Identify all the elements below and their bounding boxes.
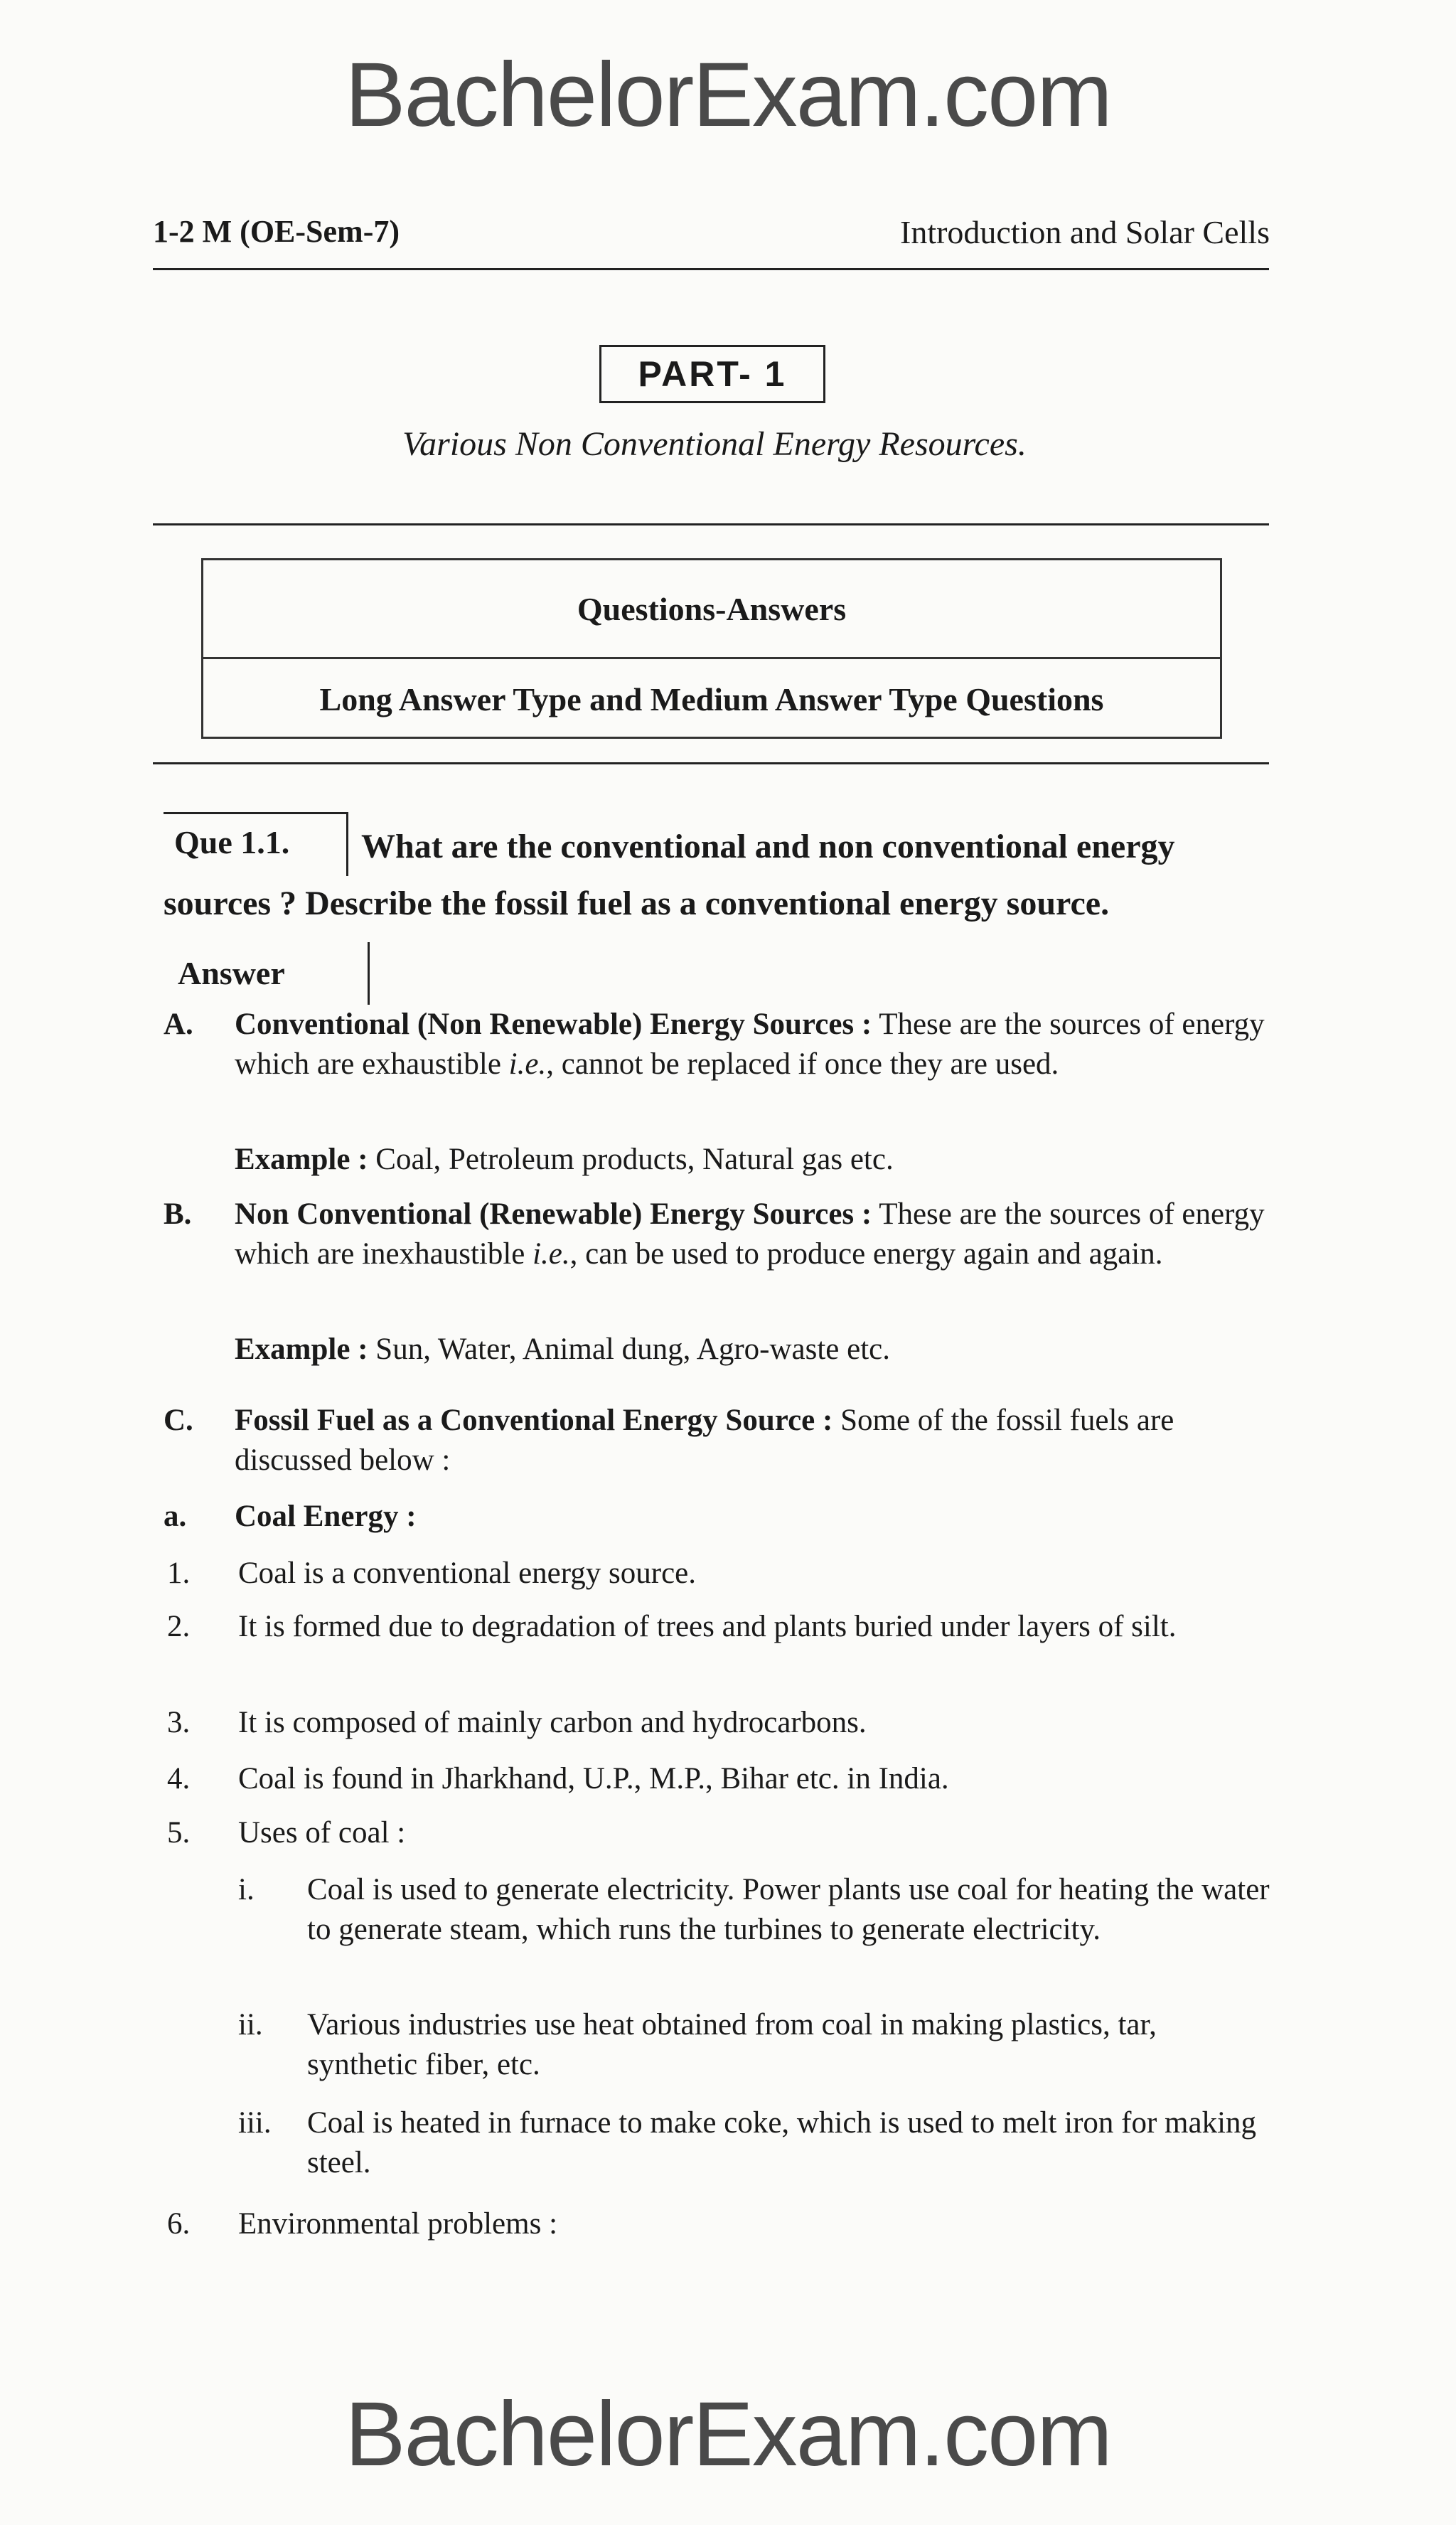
coal-use-1: Coal is used to generate electricity. Power plants use coal for heating the water to generate steam, which runs the turbines to generate electricity. [307, 1873, 1270, 1946]
divider-bottom [153, 762, 1269, 764]
coal-use-1-num: i. [238, 1873, 255, 1906]
section-b-example-text: Sun, Water, Animal dung, Agro-waste etc. [368, 1333, 890, 1366]
part-subtitle: Various Non Conventional Energy Resources. [402, 425, 1027, 463]
section-b-ie: i.e. [532, 1237, 570, 1271]
coal-point-3: It is composed of mainly carbon and hydrocarbons. [238, 1706, 867, 1739]
section-b-body1: These are the sources of energy which are inexhaustible [235, 1197, 1265, 1271]
answer-label: Answer [178, 955, 285, 991]
coal-heading: Coal Energy : [235, 1500, 417, 1533]
section-a-body2: , cannot be replaced if once they are used. [546, 1047, 1059, 1081]
qa-table-row1: Questions-Answers [203, 560, 1220, 659]
coal-use-2: Various industries use heat obtained from coal in making plastics, tar, synthetic fiber, etc. [307, 2008, 1157, 2081]
coal-point-4: Coal is found in Jharkhand, U.P., M.P., Bihar etc. in India. [238, 1762, 949, 1795]
coal-point-2: It is formed due to degradation of trees and plants buried under layers of silt. [238, 1610, 1177, 1643]
section-a-ie: i.e. [508, 1047, 547, 1081]
coal-point-6: Environmental problems : [238, 2207, 558, 2241]
section-b-text [235, 1195, 1273, 1274]
section-c-text [235, 1401, 1273, 1480]
part-label: PART- 1 [599, 345, 825, 403]
header-left: 1-2 M (OE-Sem-7) [153, 214, 400, 249]
coal-point-2-num: 2. [167, 1610, 191, 1643]
section-a-example-label: Example : [235, 1143, 368, 1176]
qa-table-row2: Long Answer Type and Medium Answer Type Questions [319, 680, 1104, 717]
section-b-marker: B. [164, 1197, 192, 1231]
coal-use-3-num: iii. [238, 2106, 272, 2140]
header-rule [153, 268, 1269, 270]
question-text-line1: What are the conventional and non conventional energy [361, 828, 1175, 865]
header-right: Introduction and Solar Cells [900, 214, 1270, 250]
question-text-line2: sources ? Describe the fossil fuel as a conventional energy source. [164, 885, 1110, 922]
section-b-example [235, 1330, 1273, 1370]
section-a-text [235, 1005, 1273, 1084]
coal-point-6-num: 6. [167, 2207, 191, 2241]
section-c-heading: Fossil Fuel as a Conventional Energy Source : [235, 1404, 833, 1437]
section-a-example-text: Coal, Petroleum products, Natural gas etc. [368, 1143, 894, 1176]
coal-point-1-num: 1. [167, 1557, 191, 1590]
section-b-body2: , can be used to produce energy again and again. [569, 1237, 1163, 1271]
watermark-top: BachelorExam.com [345, 44, 1111, 146]
section-b-heading: Non Conventional (Renewable) Energy Sources : [235, 1197, 872, 1231]
coal-point-3-num: 3. [167, 1706, 191, 1739]
coal-marker: a. [164, 1500, 187, 1533]
section-c-marker: C. [164, 1404, 193, 1437]
section-a-body1: These are the sources of energy which are exhaustible [235, 1008, 1265, 1081]
section-a-heading: Conventional (Non Renewable) Energy Sources : [235, 1008, 872, 1041]
qa-table [201, 558, 1222, 739]
coal-point-5-num: 5. [167, 1816, 191, 1849]
coal-use-2-num: ii. [238, 2008, 263, 2041]
watermark-bottom: BachelorExam.com [345, 2383, 1111, 2485]
coal-point-1: Coal is a conventional energy source. [238, 1557, 697, 1590]
coal-use-3: Coal is heated in furnace to make coke, which is used to melt iron for making steel. [307, 2106, 1257, 2179]
section-a-example [235, 1140, 1273, 1180]
question-label: Que 1.1. [174, 824, 290, 860]
coal-point-4-num: 4. [167, 1762, 191, 1795]
section-a-marker: A. [164, 1008, 193, 1041]
coal-point-5: Uses of coal : [238, 1816, 406, 1849]
divider-top [153, 523, 1269, 525]
section-c-body: Some of the fossil fuels are discussed below : [235, 1404, 1174, 1477]
section-b-example-label: Example : [235, 1333, 368, 1366]
